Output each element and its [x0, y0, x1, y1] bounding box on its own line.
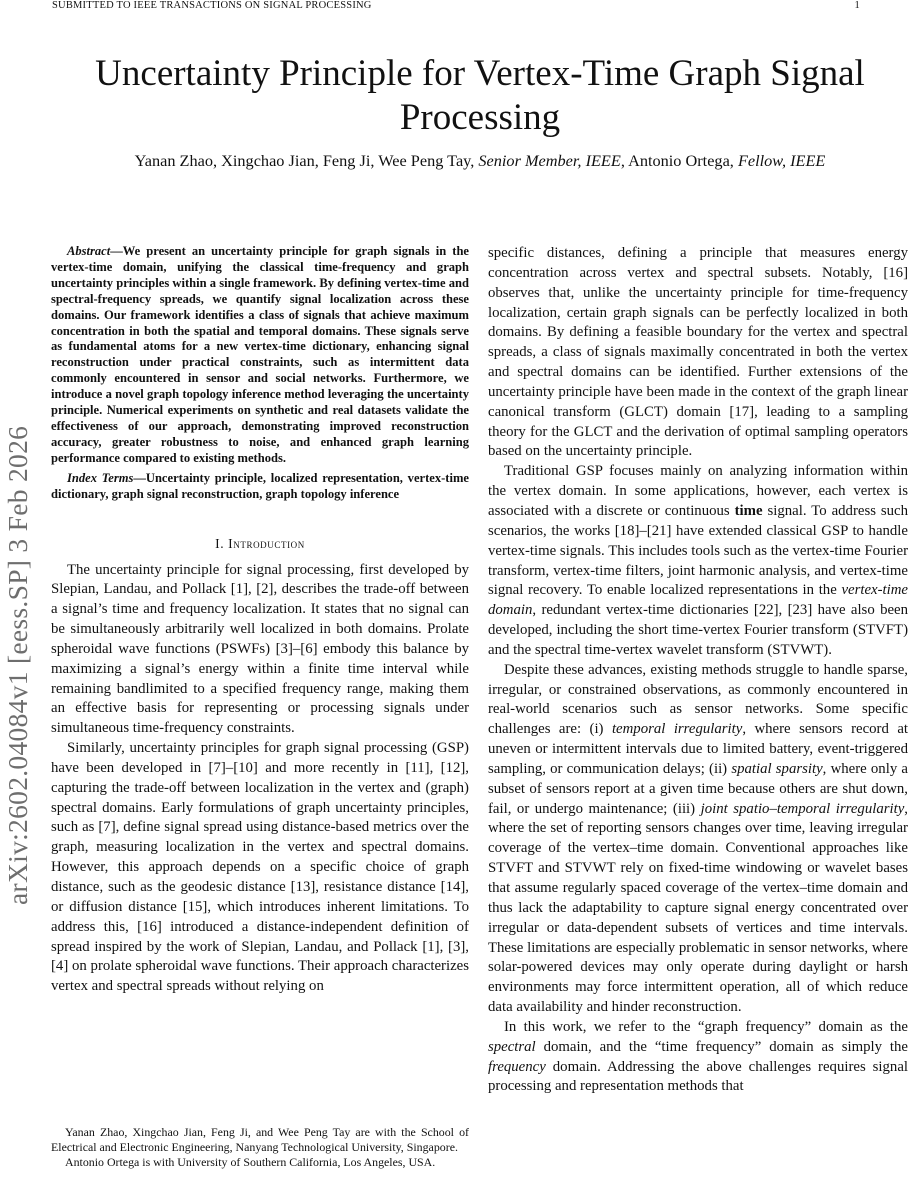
author-list — [52, 151, 908, 171]
left-column — [51, 244, 469, 997]
footnotes — [51, 1125, 469, 1170]
intro-paragraph-3 — [488, 462, 908, 660]
abstract — [51, 244, 469, 467]
journal-header: SUBMITTED TO IEEE TRANSACTIONS ON SIGNAL PROCESSING — [52, 0, 372, 11]
author-role-2: Fellow, IEEE — [737, 151, 826, 170]
p5-text-c: domain. Addressing the above challenges requires signal processing and representation methods that — [488, 1058, 908, 1095]
running-header — [52, 0, 860, 14]
arxiv-stamp[interactable]: arXiv:2602.04084v1 [eess.SP] 3 Feb 2026 — [2, 425, 33, 905]
index-terms-label: Index Terms — [67, 470, 134, 485]
author-role-1: Senior Member, IEEE — [478, 151, 621, 170]
p4-joint-irregularity: joint spatio–temporal irregularity — [700, 800, 905, 817]
section-heading-introduction: I. Introduction — [215, 535, 305, 551]
p4-temporal-irregularity: temporal irregularity — [611, 721, 743, 738]
p5-text-b: domain, and the “time frequency” domain as simply the — [543, 1038, 908, 1055]
p3-text-c: , redundant vertex-time dictionaries [22], [23] have also been developed, including the short time-vertex Fourier transform (STVFT) and the spectral time-vertex wavelet transform (STVWT). — [488, 602, 908, 658]
p4-text-a: Despite these advances, existing methods struggle to handle sparse, irregular, or constrained observations, as commonly encountered in real-world scenarios such as sensor networks. Some specific challenges are: (i) — [488, 661, 908, 738]
p5-frequency: frequency — [488, 1058, 546, 1075]
right-column — [488, 244, 908, 1097]
intro-paragraph-2: Similarly, uncertainty principles for graph signal processing (GSP) have been developed in [7]–[10] and more recently in [11], [12], capturing the trade-off between localization in the vertex and (graph) spectral domains. Early formulations of graph uncertainty principles, such as [7], define signal spread using distance-based metrics over the graph, measuring localization in the vertex and spectral domains. However, this approach depends on a specific choice of graph distance, such as the geodesic distance [13], resistance distance [14], or diffusion distance [15], which introduces inherent limitations. To address this, [16] introduced a distance-independent definition of spread inspired by the work of Slepian, Landau, and Pollack [1], [3], [4] on prolate spheroidal wave functions. Their approach characterizes vertex and spectral spreads without relying on — [51, 740, 469, 995]
intro-paragraph-2-continued: specific distances, defining a principle that measures energy concentration across vertex and spectral subsets. Notably, [16] observes that, unlike the uncertainty principle for time-frequency localization, certain graph signals can be perfectly localized in both domains. By defining a feasible boundary for the vertex and spectral spreads, a class of signals maximally concentrated in both the vertex and spectral domains can be identified. Further extensions of the uncertainty principle have been made in the context of the graph linear canonical transform (GLCT) domain [17], leading to a sampling theory for the GLCT and the derivation of optimal sampling operators based on the uncertainty principle. — [488, 245, 908, 460]
p4-text-b: , where sensors record at uneven or intermittent intervals due to limited battery, event-triggered sampling, or communication delays; (ii) — [488, 721, 908, 777]
p3-text-a: Traditional GSP focuses mainly on analyzing information within the vertex domain. In some applications, however, each vertex is associated with a discrete or continuous — [488, 463, 908, 519]
p4-spatial-sparsity: spatial sparsity — [731, 760, 823, 777]
index-terms — [51, 471, 469, 503]
author-names-2: , Antonio Ortega, — [620, 151, 734, 170]
p3-vertex-time-domain: vertex-time domain — [488, 582, 908, 619]
abstract-label: Abstract — [67, 244, 111, 258]
footnote-affiliation-1: Yanan Zhao, Xingchao Jian, Feng Ji, and Wee Peng Tay are with the School of Electrical and Electronic Engineering, Nanyang Technological University, Singapore. — [51, 1125, 469, 1155]
p4-text-d: , where the set of reporting sensors changes over time, leaving irregular coverage of the vertex–time domain. Conventional approaches like STVFT and STVWT rely on fixed-time windowing or wavelet bases that assume regularly spaced coverage of the vertex–time domain and thus lack the adaptability to capture signal energy concentrated over irregular or data-dependent subsets of vertices and time intervals. These limitations are especially problematic in sensor networks, where solar-powered devices may only operate during daylight or harsh environments may force intermittent operation, all of which reduce data availability and hinder reconstruction. — [488, 800, 908, 1016]
intro-paragraph-1: The uncertainty principle for signal processing, first developed by Slepian, Landau, and Pollack [1], [2], describes the trade-off between a signal’s time and frequency localization. It states that no signal can be simultaneously arbitrarily well localized in both domains. Prolate spheroidal wave functions (PSWFs) [3]–[6] embody this balance by maximizing a signal’s energy within a finite time interval while remaining bandlimited to a specified frequency range, making them an effective basis for representing or processing signals under simultaneous time-frequency constraints. — [51, 561, 469, 737]
author-names-1: Yanan Zhao, Xingchao Jian, Feng Ji, Wee Peng Tay, — [134, 151, 475, 170]
p5-spectral: spectral — [488, 1038, 536, 1055]
footnote-affiliation-2: Antonio Ortega is with University of Southern California, Los Angeles, USA. — [65, 1155, 436, 1170]
intro-paragraph-4 — [488, 661, 908, 1018]
p3-text-b: signal. To address such scenarios, the works [18]–[21] have extended classical GSP to handle vertex-time signals. This includes tools such as the vertex-time Fourier transform, vertex-time filters, joint harmonic analysis, and vertex-time signal recovery. To enable localized representations in the — [488, 502, 908, 599]
page-number: 1 — [854, 0, 860, 11]
abstract-text: —We present an uncertainty principle for graph signals in the vertex-time domain, unifying the classical time-frequency and graph uncertainty principles within a single framework. By defining vertex-time and spectral-frequency spreads, we quantify signal localization across these domains. Our framework identifies a class of signals that achieve maximum concentration in both the spatial and temporal domains. These signals serve as fundamental atoms for a new vertex-time dictionary, enhancing signal reconstruction under practical constraints, such as intermittent data commonly encountered in sensor and social networks. Furthermore, we introduce a novel graph topology inference method leveraging the uncertainty principle. Numerical experiments on synthetic and real datasets validate the effectiveness of our approach, demonstrating improved reconstruction accuracy, greater robustness to noise, and enhanced graph learning performance compared to existing methods. — [51, 244, 469, 465]
paper-title: Uncertainty Principle for Vertex-Time Graph Signal Processing — [95, 53, 865, 138]
intro-paragraph-5 — [488, 1018, 908, 1097]
p5-text-a: In this work, we refer to the “graph frequency” domain as the — [504, 1018, 908, 1035]
p4-text-c: , where only a subset of sensors report at a given time because others are shut down, fail, or undergo maintenance; (iii) — [488, 760, 908, 817]
p3-time-emphasis: time — [734, 502, 763, 519]
index-terms-text: —Uncertainty principle, localized representation, vertex-time dictionary, graph signal reconstruction, graph topology inference — [51, 470, 469, 501]
